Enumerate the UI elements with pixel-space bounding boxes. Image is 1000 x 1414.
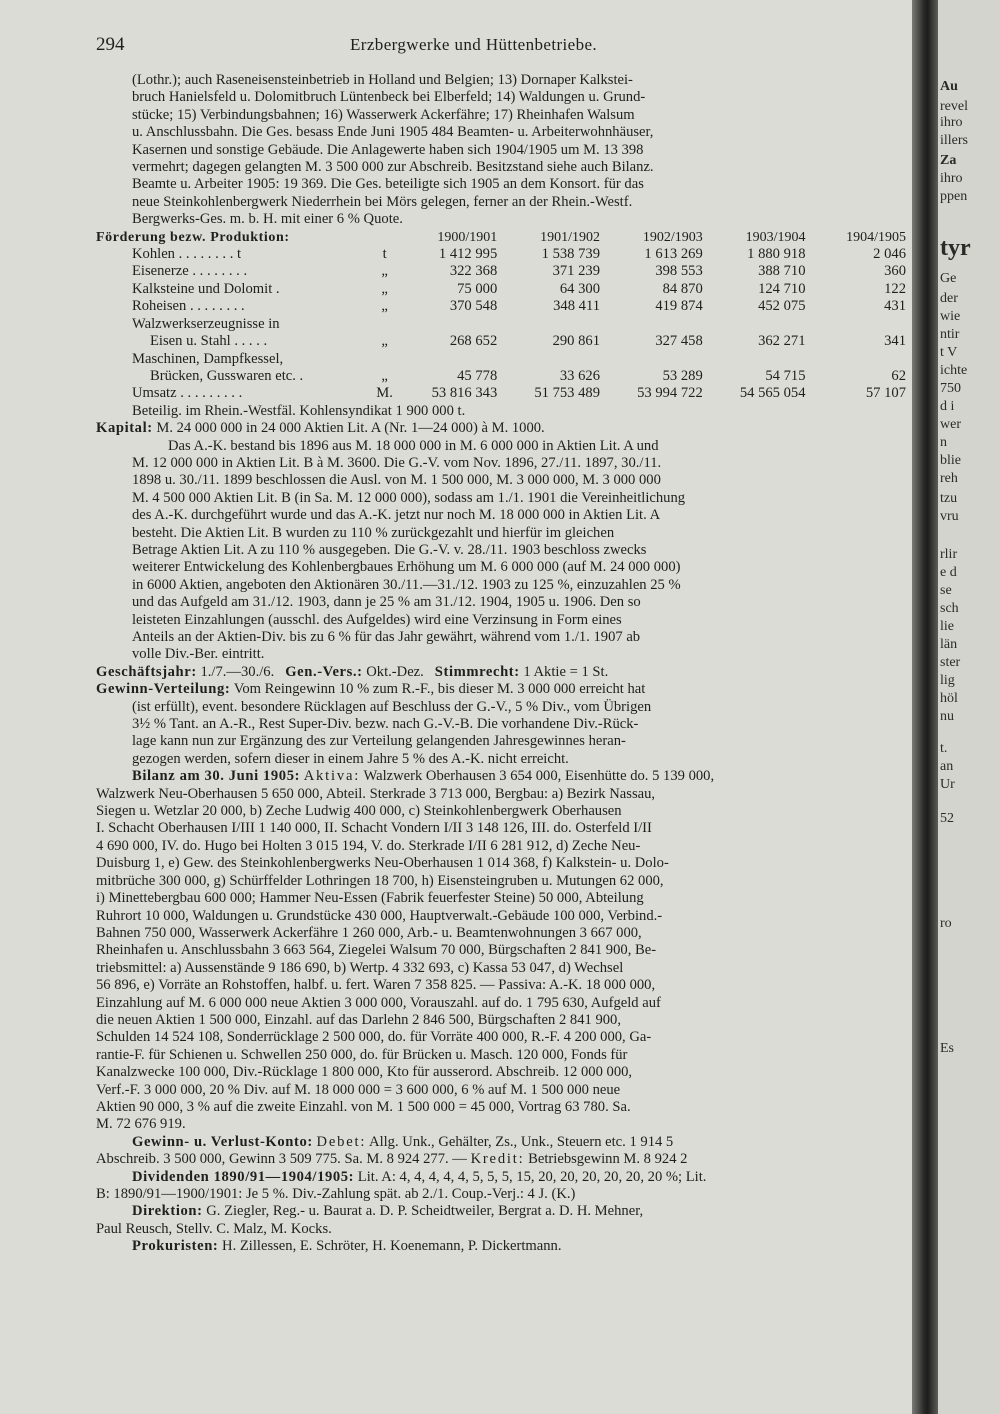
- production-header-row: [132, 229, 906, 246]
- production-value: 290 861: [552, 333, 601, 350]
- adjacent-page-fragment: n: [940, 435, 947, 450]
- gewinn-verlust-label: Gewinn- u. Verlust-Konto:: [132, 1133, 313, 1150]
- kapital-line: Anteils an der Aktien-Div. bis zu 6 % für das Jahr gewährt, während vom 1./1. 1907 ab: [132, 629, 641, 645]
- bilanz-line: M. 72 676 919.: [96, 1116, 186, 1133]
- kapital-line: besteht. Die Aktien Lit. B wurden zu 110 % zurückgezahlt und hierfür im gleichen: [132, 524, 615, 541]
- production-value: 360: [884, 263, 906, 280]
- production-unit: [375, 316, 395, 333]
- kapital-line: 1898 u. 30./11. 1899 beschlossen die Ausl. von M. 1 500 000, M. 3 000 000, M. 3 000 000: [132, 472, 661, 489]
- bilanz-line: i) Minettebergbau 600 000; Hammer Neu-Essen (Fabrik feuerfester Steine) 50 000, Abteilung: [96, 890, 644, 907]
- adjacent-page-fragment: der: [940, 291, 958, 306]
- production-value: 62: [891, 367, 906, 384]
- production-row: [132, 385, 906, 402]
- production-value: 322 368: [449, 263, 498, 280]
- prokuristen-label: Prokuristen:: [132, 1238, 219, 1255]
- adjacent-page-fragment: revel: [940, 99, 968, 114]
- production-label: Umsatz . . . . . . . . .: [132, 385, 243, 402]
- adjacent-page-fragment: lie: [940, 619, 954, 634]
- production-value: [703, 316, 806, 333]
- production-label: Walzwerkserzeugnisse in: [132, 315, 280, 332]
- bilanz-line: Verf.-F. 3 000 000, 20 % Div. auf M. 18 000 000 = 3 600 000, 6 % auf M. 1 500 000 neue: [96, 1081, 621, 1098]
- gewinn-verteilung-first-line: [96, 681, 906, 698]
- production-unit: „: [381, 333, 388, 350]
- kapital-line: und das Aufgeld am 31./12. 1903, dann je 25 % am 31./12. 1904, 1905 u. 1906. Den so: [132, 594, 641, 611]
- kredit-label: Kredit:: [470, 1151, 525, 1168]
- production-value: [600, 351, 703, 368]
- production-unit: M.: [376, 385, 393, 402]
- production-unit: „: [381, 367, 388, 384]
- gen-vers-value: Okt.-Dez.: [366, 663, 424, 680]
- production-value: 2 046: [873, 246, 906, 263]
- production-value: 431: [884, 298, 906, 315]
- gewinn-verlust-text-3: Betriebsgewinn M. 8 924 2: [528, 1151, 688, 1168]
- production-rows: [132, 246, 906, 403]
- production-value: 1 538 739: [541, 246, 601, 263]
- production-value: 388 710: [758, 263, 806, 280]
- production-value: 124 710: [758, 280, 806, 297]
- intro-line: bruch Hanielsfeld u. Dolomitbruch Lüntenbeck bei Elberfeld; 14) Waldungen u. Grund-: [132, 89, 646, 106]
- production-label: Brücken, Gusswaren etc. .: [150, 367, 304, 384]
- adjacent-page-fragment: wer: [940, 417, 961, 432]
- bilanz-line: Ruhrort 10 000, Waldungen u. Grundstücke 430 000, Hauptverwalt.-Gebäude 100 000, Verbind.-: [96, 907, 663, 924]
- production-value: 57 107: [865, 385, 906, 402]
- intro-paragraph: [96, 72, 906, 229]
- gewinn-verteilung-paragraph: [96, 699, 906, 769]
- production-value: [497, 351, 600, 368]
- dividenden-text: Lit. A: 4, 4, 4, 4, 4, 5, 5, 5, 15, 20, 20, 20, 20, 20, 20 %; Lit.: [357, 1168, 707, 1185]
- gewinn-verteilung-label: Gewinn-Verteilung:: [96, 681, 231, 698]
- body-text: [96, 72, 906, 1256]
- production-unit: „: [381, 298, 388, 315]
- production-value: 53 289: [662, 367, 703, 384]
- kapital-line: Das A.-K. bestand bis 1896 aus M. 18 000 000 in M. 6 000 000 in Aktien Lit. A und: [168, 437, 659, 454]
- bilanz-line: 4 690 000, IV. do. Hugo bei Holten 3 015 194, V. do. Sterkrade I/II 6 281 912, d) Zeche Neu-: [96, 837, 641, 854]
- gewinn-verlust-text: Allg. Unk., Gehälter, Zs., Unk., Steuern etc. 1 914 5: [369, 1133, 674, 1150]
- production-row: [132, 246, 906, 263]
- gewinn-verteilung-line: 3½ % Tant. an A.-R., Rest Super-Div. bezw. nach G.-V.-B. Die vorhandene Div.-Rück-: [132, 716, 639, 733]
- production-value: 122: [884, 280, 906, 297]
- production-value: 1 613 269: [644, 246, 703, 263]
- production-value: 419 874: [655, 298, 703, 315]
- adjacent-page-fragment: ppen: [940, 189, 968, 204]
- adjacent-page-fragment: tyr: [940, 235, 971, 261]
- kapital-line: Betrage Aktien Lit. A zu 110 % ausgegeben. Die G.-V. v. 28./11. 1903 beschloss zwecks: [132, 541, 647, 558]
- year-header: 1901/1902: [540, 229, 601, 245]
- bilanz-line: Bahnen 750 000, Wasserwerk Ackerfähre 1 260 000, Arb.- u. Beamtenwohnungen 3 667 000,: [96, 924, 642, 941]
- production-row: [132, 316, 906, 333]
- gewinn-verlust-first-line: [96, 1134, 906, 1151]
- production-value: 33 626: [559, 367, 601, 384]
- production-unit: t: [382, 246, 387, 263]
- production-unit: [375, 351, 395, 368]
- production-value: [395, 351, 498, 368]
- adjacent-page-fragment: ihro: [940, 171, 963, 186]
- production-unit: „: [381, 263, 388, 280]
- kapital-line: leisteten Einzahlungen (ausschl. des Aufgeldes) wird eine Verzinsung in Form eines: [132, 611, 622, 628]
- adjacent-page-fragment: sch: [940, 601, 959, 616]
- adjacent-page-fragment: d i: [940, 399, 955, 414]
- production-value: [806, 351, 906, 368]
- adjacent-page-fragment: wie: [940, 309, 961, 324]
- production-value: 64 300: [559, 280, 601, 297]
- production-row: [132, 368, 906, 385]
- adjacent-page-fragment: se: [940, 583, 952, 598]
- kapital-text: M. 24 000 000 in 24 000 Aktien Lit. A (Nr. 1—24 000) à M. 1000.: [156, 420, 545, 437]
- intro-line: stücke; 15) Verbindungsbahnen; 16) Wasserwerk Ackerfähre; 17) Rheinhafen Walsum: [132, 106, 635, 123]
- syndikat-note: Beteilig. im Rhein.-Westfäl. Kohlensyndikat 1 900 000 t.: [132, 402, 466, 419]
- geschaeftsjahr-label: Geschäftsjahr:: [96, 663, 197, 680]
- bilanz-line: Kanalzwecke 100 000, Div.-Rücklage 1 800 000, Kto für ausserord. Abschreib. 12 000 000,: [96, 1064, 633, 1081]
- direktion-first-line: [96, 1203, 906, 1220]
- production-value: 53 816 343: [431, 385, 498, 402]
- year-header: 1900/1901: [437, 229, 498, 245]
- book-gutter: [912, 0, 938, 1414]
- production-row: [132, 281, 906, 298]
- adjacent-page-fragment: 52: [940, 811, 954, 826]
- geschaeftsjahr-value: 1./7.—30./6.: [200, 663, 275, 680]
- prokuristen-line: [96, 1238, 906, 1255]
- dividenden-label: Dividenden 1890/91—1904/1905:: [132, 1168, 355, 1185]
- adjacent-page-fragment: ichte: [940, 363, 968, 378]
- production-value: [806, 316, 906, 333]
- bilanz-label: Bilanz am 30. Juni 1905:: [132, 768, 301, 785]
- bilanz-first-line: [96, 768, 906, 785]
- gewinn-verlust-second-line: [96, 1151, 906, 1168]
- production-value: 398 553: [655, 263, 703, 280]
- production-title: Förderung bezw. Produktion:: [96, 229, 290, 245]
- bilanz-line: Walzwerk Neu-Oberhausen 5 650 000, Abteil. Sterkrade 3 713 000, Bergbau: a) Bezirk Nassau,: [96, 785, 656, 802]
- bilanz-text: Walzwerk Oberhausen 3 654 000, Eisenhütte do. 5 139 000,: [363, 768, 715, 785]
- intro-line: Bergwerks-Ges. m. b. H. mit einer 6 % Quote.: [132, 211, 403, 228]
- geschaeftsjahr-line: [96, 664, 906, 681]
- production-label: Maschinen, Dampfkessel,: [132, 350, 284, 367]
- bilanz-line: Einzahlung auf M. 6 000 000 neue Aktien 3 000 000, Vorauszahl. auf do. 1 795 630, Aufgeld auf: [96, 994, 661, 1011]
- kapital-first-line: [96, 420, 906, 437]
- adjacent-page-edge: [938, 0, 1000, 1414]
- bilanz-line: rantie-F. für Schienen u. Schwellen 250 000, do. für Brücken u. Masch. 120 000, Fonds für: [96, 1046, 628, 1063]
- stimmrecht-label: Stimmrecht:: [434, 663, 520, 680]
- kapital-line: M. 12 000 000 in Aktien Lit. B à M. 3600. Die G.-V. vom Nov. 1896, 27./11. 1897, 30./11.: [132, 454, 662, 471]
- bilanz-line: triebsmittel: a) Aussenstände 9 186 690, b) Wertp. 4 332 693, c) Kassa 53 047, d) Wechsel: [96, 959, 624, 976]
- intro-line: Kasernen und sonstige Gebäude. Die Anlagewerte haben sich 1904/1905 um M. 13 398: [132, 141, 644, 158]
- prokuristen-text: H. Zillessen, E. Schröter, H. Koenemann, P. Dickertmann.: [222, 1238, 562, 1255]
- production-row: [132, 351, 906, 368]
- production-value: 341: [884, 333, 906, 350]
- gewinn-verteilung-line: gezogen werden, sofern dieser in einem Jahre 5 % des A.-K. nicht erreicht.: [132, 750, 569, 767]
- kapital-label: Kapital:: [96, 420, 153, 437]
- production-value: 452 075: [758, 298, 806, 315]
- adjacent-page-fragment: Ge: [940, 271, 957, 286]
- adjacent-page-fragment: Za: [940, 153, 957, 168]
- adjacent-page-fragment: län: [940, 637, 958, 652]
- bilanz-line: Rheinhafen u. Anschlussbahn 3 663 564, Ziegelei Walsum 70 000, Bürgschaften 2 841 900, Be-: [96, 942, 657, 959]
- bilanz-line: die neuen Aktien 1 500 000, Einzahl. auf das Darlehn 2 846 500, Bürgschaften 2 841 900,: [96, 1011, 621, 1028]
- intro-line: u. Anschlussbahn. Die Ges. besass Ende Juni 1905 484 Beamten- u. Arbeiterwohnhäuser,: [132, 124, 654, 141]
- adjacent-page-fragment: t.: [940, 741, 948, 756]
- direktion-second-line: Paul Reusch, Stellv. C. Malz, M. Kocks.: [96, 1220, 332, 1237]
- stimmrecht-value: 1 Aktie = 1 St.: [523, 663, 609, 680]
- dividenden-second-line: B: 1890/91—1900/1901: Je 5 %. Div.-Zahlung spät. ab 2./1. Coup.-Verj.: 4 J. (K.): [96, 1186, 576, 1202]
- intro-line: Beamte u. Arbeiter 1905: 19 369. Die Ges. beteiligte sich 1905 an dem Konsort. für das: [132, 176, 644, 193]
- production-value: 53 994 722: [637, 385, 703, 402]
- running-head: Erzbergwerke und Hüttenbetriebe.: [350, 35, 598, 54]
- adjacent-page-fragment: ster: [940, 655, 961, 670]
- bilanz-line: 56 896, e) Vorräte an Rohstoffen, halbf. u. fert. Waren 7 358 825. — Passiva: A.-K. 18 000 000,: [96, 977, 656, 994]
- adjacent-page-fragment: lig: [940, 673, 955, 688]
- production-value: [600, 316, 703, 333]
- adjacent-page-fragment: e d: [940, 565, 957, 580]
- bilanz-line: mitbrüche 300 000, g) Schürffelder Lothringen 18 700, h) Eisensteingruben u. Mutungen 62 000,: [96, 872, 664, 889]
- production-label: Eisen u. Stahl . . . . .: [150, 333, 268, 350]
- adjacent-page-fragment: Au: [940, 79, 958, 94]
- production-row: [132, 263, 906, 280]
- adjacent-page-fragment: an: [940, 759, 954, 774]
- production-table: [96, 229, 906, 403]
- adjacent-page-fragment: vru: [940, 509, 959, 524]
- kapital-line: volle Div.-Ber. eintritt.: [132, 646, 265, 663]
- kapital-line: in 6000 Aktien, angeboten den Aktionären 30./11.—31./12. 1903 zu 125 %, einzuzahlen 25 %: [132, 576, 681, 593]
- gewinn-verteilung-line: lage kann nun zur Ergänzung des zur Verteilung gelangenden Jahresgewinnes heran-: [132, 733, 626, 750]
- adjacent-page-fragment: ihro: [940, 115, 963, 130]
- adjacent-page-fragment: tzu: [940, 491, 958, 506]
- kapital-line: M. 4 500 000 Aktien Lit. B (in Sa. M. 12 000 000), sodass am 1./1. 1901 die Vereinheitlichung: [132, 489, 686, 506]
- year-header: 1902/1903: [642, 229, 703, 245]
- production-label: Kalksteine und Dolomit .: [132, 280, 280, 297]
- aktiva-label: Aktiva:: [303, 768, 361, 785]
- adjacent-page-fragment: höl: [940, 691, 958, 706]
- production-label: Roheisen . . . . . . . .: [132, 298, 245, 315]
- intro-line: neue Steinkohlenbergwerk Niederrhein bei Mörs gelegen, ferner an der Rhein.-Westf.: [132, 193, 633, 210]
- production-value: [395, 316, 498, 333]
- year-header: 1904/1905: [846, 229, 906, 245]
- production-label: Kohlen . . . . . . . . t: [132, 246, 242, 263]
- production-value: 370 548: [449, 298, 498, 315]
- production-value: 371 239: [552, 263, 601, 280]
- adjacent-page-fragment: reh: [940, 471, 958, 486]
- production-value: 1 880 918: [747, 246, 806, 263]
- kapital-line: des A.-K. durchgeführt wurde und das A.-K. jetzt nur noch M. 18 000 000 in Aktien Lit. A: [132, 507, 661, 524]
- adjacent-page-fragment: Ur: [940, 777, 955, 792]
- bilanz-line: Siegen u. Wetzlar 20 000, b) Zeche Ludwig 400 000, c) Steinkohlenbergwerk Oberhausen: [96, 803, 622, 820]
- production-value: 1 412 995: [438, 246, 498, 263]
- kapital-paragraph: [96, 438, 906, 664]
- production-row: [132, 298, 906, 315]
- adjacent-page-fragment: ro: [940, 916, 952, 931]
- page-header: [96, 34, 896, 56]
- page-number: 294: [96, 34, 125, 55]
- bilanz-line: I. Schacht Oberhausen I/III 1 140 000, II. Schacht Vondern I/II 3 148 126, III. do. Osterfeld I/II: [96, 820, 652, 837]
- production-value: 54 715: [765, 367, 806, 384]
- production-value: 327 458: [655, 333, 703, 350]
- bilanz-paragraph: [96, 786, 906, 1134]
- gewinn-verteilung-text: Vom Reingewinn 10 % zum R.-F., bis dieser M. 3 000 000 erreicht hat: [233, 681, 646, 698]
- adjacent-page-fragment: nu: [940, 709, 954, 724]
- dividenden-first-line: [96, 1169, 906, 1186]
- production-row: [132, 333, 906, 350]
- direktion-label: Direktion:: [132, 1203, 203, 1220]
- production-value: [497, 316, 600, 333]
- production-value: 51 753 489: [534, 385, 601, 402]
- production-value: 348 411: [553, 298, 601, 315]
- adjacent-page-fragment: blie: [940, 453, 961, 468]
- adjacent-page-fragment: t V: [940, 345, 958, 360]
- bilanz-line: Duisburg 1, e) Gew. des Steinkohlenbergwerks Neu-Oberhausen 1 014 368, f) Kalkstein- u. Dolo-: [96, 855, 669, 872]
- adjacent-page-fragment: 750: [940, 381, 961, 396]
- bilanz-line: Schulden 14 524 108, Sonderrücklage 2 500 000, do. für Vorräte 400 000, R.-F. 4 200 000, Ga-: [96, 1029, 652, 1046]
- production-label: Eisenerze . . . . . . . .: [132, 263, 248, 280]
- production-value: [703, 351, 806, 368]
- production-value: 45 778: [457, 367, 498, 384]
- adjacent-page-fragment: illers: [940, 133, 968, 148]
- year-header: 1903/1904: [745, 229, 806, 245]
- production-value: 75 000: [457, 280, 498, 297]
- adjacent-page-fragment: ntir: [940, 327, 960, 342]
- direktion-text: G. Ziegler, Reg.- u. Baurat a. D. P. Scheidtweiler, Bergrat a. D. H. Mehner,: [206, 1203, 644, 1220]
- production-value: 268 652: [449, 333, 498, 350]
- gewinn-verlust-text-2: Abschreib. 3 500 000, Gewinn 3 509 775. Sa. M. 8 924 277. —: [96, 1151, 467, 1168]
- adjacent-page-fragment: rlir: [940, 547, 958, 562]
- gen-vers-label: Gen.-Vers.:: [285, 663, 363, 680]
- production-unit: „: [381, 280, 388, 297]
- gewinn-verteilung-line: (ist erfüllt), event. besondere Rücklagen auf Beschluss der G.-V., 5 % Div., vom Übrigen: [132, 698, 652, 715]
- production-value: 362 271: [758, 333, 806, 350]
- adjacent-page-fragment: Es: [940, 1041, 954, 1056]
- intro-line: (Lothr.); auch Raseneisensteinbetrieb in Holland und Belgien; 13) Dornaper Kalkstei-: [132, 72, 633, 88]
- kapital-line: weiterer Entwickelung des Kohlenbergbaues Erhöhung um M. 6 000 000 (auf M. 24 000 000): [132, 559, 681, 576]
- bilanz-line: Aktien 90 000, 3 % auf die zweite Einzahl. von M. 1 500 000 = 45 000, Vortrag 63 780. Sa.: [96, 1098, 631, 1115]
- production-value: 54 565 054: [739, 385, 806, 402]
- debet-label: Debet:: [316, 1133, 367, 1150]
- production-value: 84 870: [662, 280, 703, 297]
- intro-line: vermehrt; dagegen gelangten M. 3 500 000 zur Abschreib. Besitzstand siehe auch Bilanz.: [132, 159, 654, 176]
